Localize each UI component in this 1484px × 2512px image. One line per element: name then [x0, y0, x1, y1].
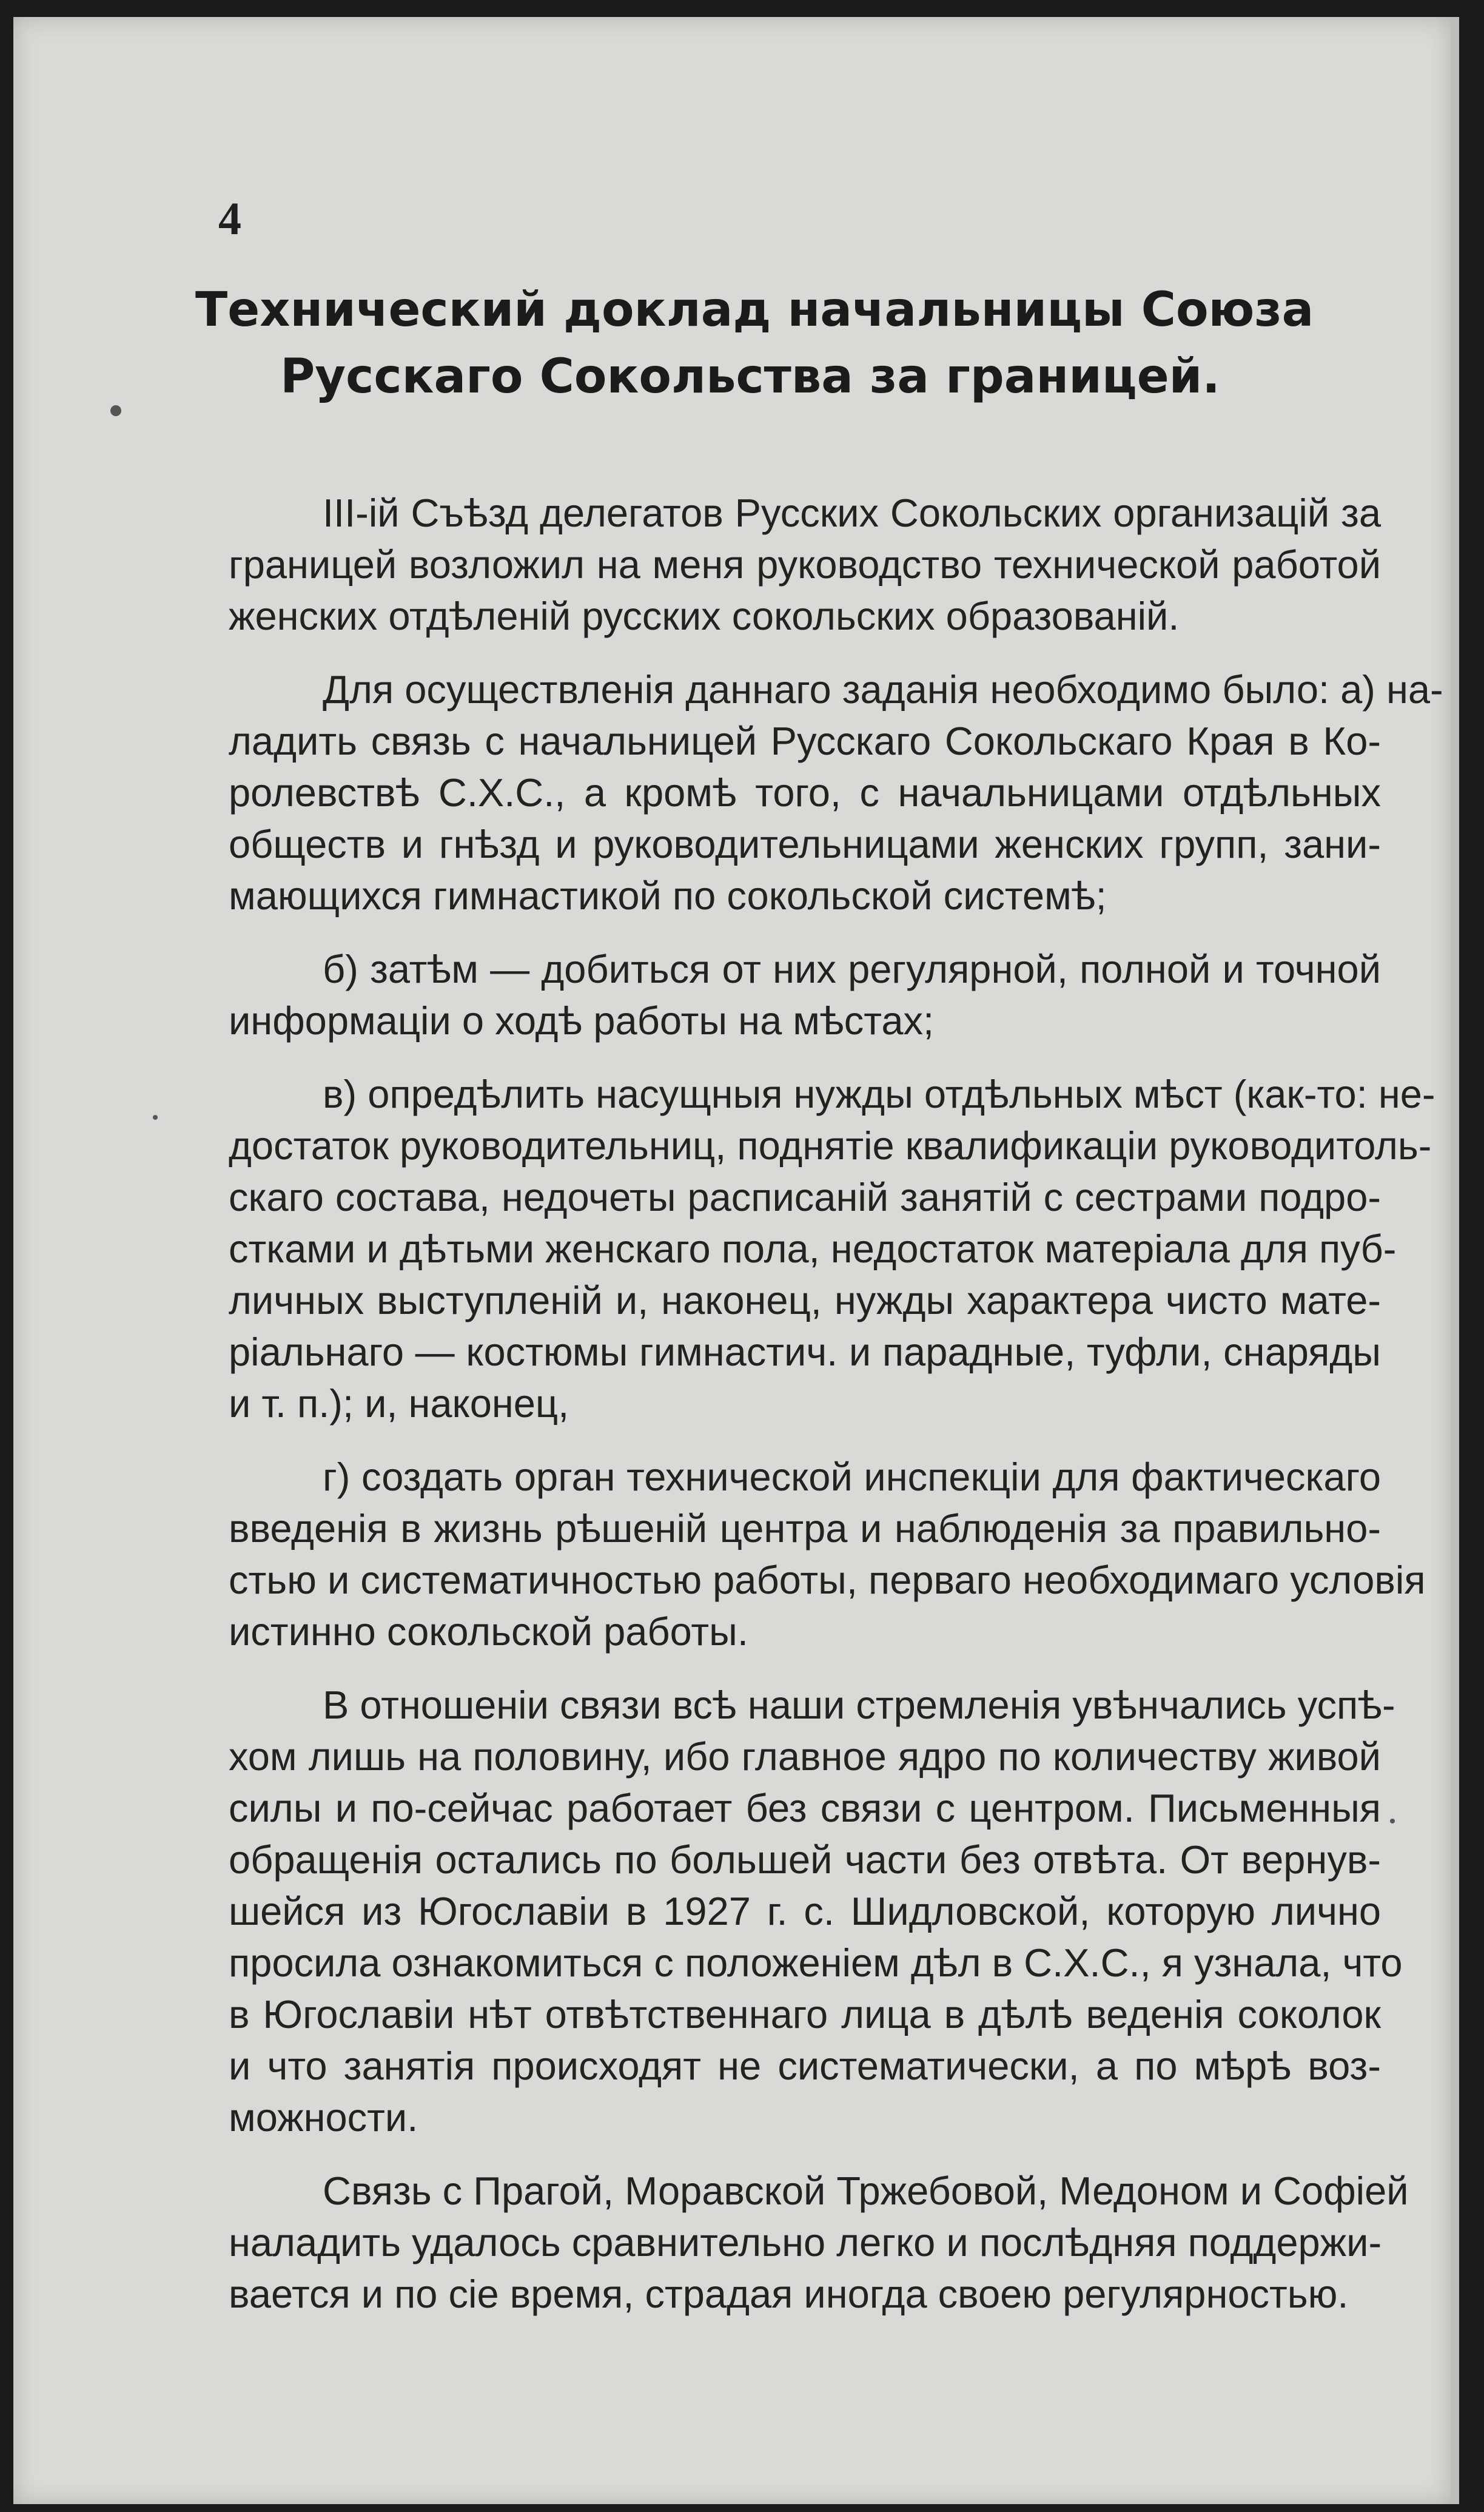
- text-line: III-ій Съѣзд делегатов Русских Сокольских организацій за: [323, 491, 1381, 535]
- text-line: вается и по сіе время, страдая иногда своею регулярностью.: [229, 2272, 1349, 2316]
- text-line: Для осуществленія даннаго заданія необходимо было: а) на-: [323, 667, 1443, 712]
- report-body: [229, 487, 1443, 2342]
- text-line: введенія в жизнь рѣшеній центра и наблюденія за правильно-: [229, 1506, 1381, 1551]
- paper-speck: [1390, 1819, 1395, 1823]
- text-line: б) затѣм — добиться от них регулярной, полной и точной: [323, 947, 1381, 991]
- text-line: мающихся гимнастикой по сокольской системѣ;: [229, 874, 1107, 918]
- text-line: ріальнаго — костюмы гимнастич. и парадные, туфли, снаряды: [229, 1330, 1381, 1374]
- text-line: стками и дѣтьми женскаго пола, недостаток матеріала для пуб-: [229, 1227, 1397, 1271]
- paragraph: [229, 943, 1381, 1046]
- paper-speck: [153, 1115, 158, 1120]
- text-line: просила ознакомиться с положеніем дѣл в С.Х.С., я узнала, что: [229, 1941, 1403, 1985]
- text-line: информаціи о ходѣ работы на мѣстах;: [229, 998, 935, 1043]
- text-line: обществ и гнѣзд и руководительницами женских групп, зани-: [229, 822, 1381, 866]
- paragraph: [229, 487, 1381, 642]
- text-line: ролевствѣ С.Х.С., а кромѣ того, с начальницами отдѣльных: [229, 770, 1381, 815]
- page-number: 4: [218, 194, 241, 244]
- text-line: женских отдѣленій русских сокольских образованій.: [229, 594, 1180, 638]
- text-line: Связь с Прагой, Моравской Тржебовой, Медоном и Софіей: [323, 2169, 1409, 2213]
- text-line: В отношеніи связи всѣ наши стремленія увѣнчались успѣ-: [323, 1683, 1395, 1727]
- text-line: и что занятія происходят не систематически, а по мѣрѣ воз-: [229, 2044, 1381, 2088]
- text-line: достаток руководительниц, поднятіе квалификаціи руководитоль-: [229, 1123, 1432, 1168]
- text-line: наладить удалось сравнительно легко и послѣдняя поддержи-: [229, 2220, 1382, 2265]
- text-line: шейся из Югославіи в 1927 г. с. Шидловской, которую лично: [229, 1889, 1381, 1933]
- text-line: г) создать орган технической инспекціи для фактическаго: [323, 1455, 1381, 1499]
- text-line: обращенія остались по большей части без отвѣта. От вернув-: [229, 1837, 1381, 1882]
- text-line: скаго состава, недочеты расписаній занятій с сестрами подро-: [229, 1175, 1381, 1219]
- text-line: личных выступленій и, наконец, нужды характера чисто мате-: [229, 1278, 1381, 1322]
- report-title: [195, 277, 1314, 410]
- paragraph: [229, 664, 1443, 921]
- text-line: и т. п.); и, наконец,: [229, 1381, 569, 1426]
- text-line: в Югославіи нѣт отвѣтственнаго лица в дѣлѣ веденія соколок: [229, 1992, 1381, 2036]
- text-line: истинно сокольской работы.: [229, 1609, 748, 1654]
- book-page: [13, 17, 1451, 2504]
- paper-speck: [110, 405, 121, 416]
- text-line: ладить связь с начальницей Русскаго Сокольскаго Края в Ко-: [229, 719, 1381, 763]
- title-line: Технический доклад начальницы Союза: [195, 283, 1314, 337]
- paragraph: [229, 1679, 1403, 2143]
- title-line: Русскаго Сокольства за границей.: [280, 349, 1220, 404]
- paragraph: [229, 1451, 1426, 1657]
- paragraph: [229, 2165, 1409, 2320]
- text-line: стью и систематичностью работы, перваго необходимаго условія: [229, 1558, 1426, 1602]
- text-line: можности.: [229, 2095, 418, 2140]
- paragraph: [229, 1068, 1435, 1429]
- text-line: границей возложил на меня руководство технической работой: [229, 542, 1381, 587]
- text-line: хом лишь на половину, ибо главное ядро по количеству живой: [229, 1734, 1381, 1779]
- text-line: силы и по-сейчас работает без связи с центром. Письменныя: [229, 1786, 1381, 1830]
- text-line: в) опредѣлить насущныя нужды отдѣльных мѣст (как-то: не-: [323, 1072, 1435, 1116]
- page-edge: [1451, 17, 1459, 2504]
